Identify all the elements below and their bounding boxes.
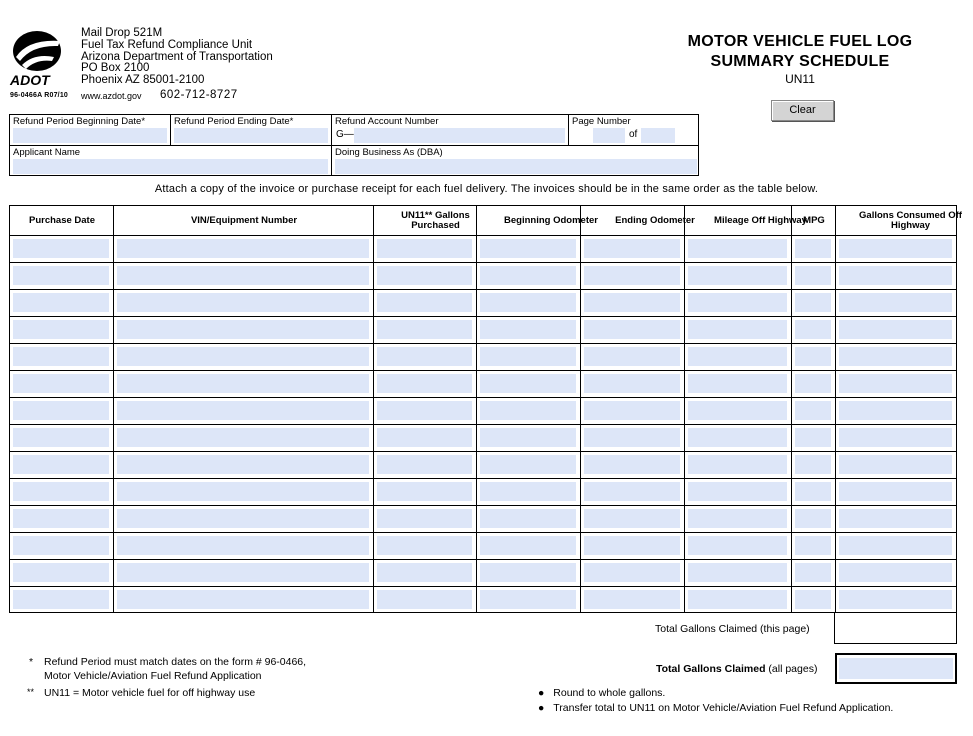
table-cell-input[interactable] (688, 239, 787, 258)
table-cell-input[interactable] (117, 536, 369, 555)
table-cell-input[interactable] (839, 455, 952, 474)
table-cell-input[interactable] (117, 293, 369, 312)
account-prefix: G— (336, 129, 354, 140)
table-cell-input[interactable] (795, 266, 831, 285)
table-cell-input[interactable] (377, 563, 472, 582)
total-all-pages-box[interactable] (835, 653, 957, 684)
table-cell-input[interactable] (584, 509, 680, 528)
column-header: Ending Odometer (615, 214, 695, 226)
table-cell-input[interactable] (377, 428, 472, 447)
table-cell-input[interactable] (480, 374, 576, 393)
table-cell-input[interactable] (13, 374, 109, 393)
table-cell-input[interactable] (377, 590, 472, 609)
table-cell-input[interactable] (377, 536, 472, 555)
agency-address (81, 28, 273, 87)
column-header: VIN/Equipment Number (190, 214, 298, 226)
table-cell-input[interactable] (13, 347, 109, 366)
account-number-field[interactable] (332, 115, 568, 145)
table-cell-input[interactable] (13, 455, 109, 474)
table-cell-input[interactable] (688, 482, 787, 501)
table-cell-input[interactable] (117, 428, 369, 447)
page-number-input[interactable] (593, 128, 625, 143)
column-header: Beginning Odometer (504, 214, 598, 226)
fuel-log-table (9, 205, 962, 613)
period-end-field[interactable] (171, 115, 331, 145)
logo-text: ADOT (10, 72, 50, 88)
total-all-pages-suffix: (all pages) (765, 663, 818, 675)
table-cell-input[interactable] (117, 347, 369, 366)
table-cell-input[interactable] (117, 401, 369, 420)
column-header: Gallons Consumed Off Highway (859, 209, 962, 231)
table-cell-input[interactable] (117, 374, 369, 393)
table-cell-input[interactable] (480, 293, 576, 312)
table-row (10, 452, 956, 479)
table-cell-input[interactable] (688, 401, 787, 420)
table-cell-input[interactable] (584, 320, 680, 339)
table-cell-input[interactable] (117, 455, 369, 474)
table-row (10, 290, 956, 317)
table-cell-input[interactable] (13, 428, 109, 447)
table-cell-input[interactable] (480, 509, 576, 528)
total-all-pages-label (656, 663, 817, 675)
table-cell-input[interactable] (795, 401, 831, 420)
table-cell-input[interactable] (839, 563, 952, 582)
table-cell-input[interactable] (480, 482, 576, 501)
table-row (10, 371, 956, 398)
table-cell-input[interactable] (795, 563, 831, 582)
table-cell-input[interactable] (795, 347, 831, 366)
table-cell-input[interactable] (839, 293, 952, 312)
table-cell-input[interactable] (688, 455, 787, 474)
table-cell-input[interactable] (795, 239, 831, 258)
table-row (10, 263, 956, 290)
total-all-pages-bold: Total Gallons Claimed (656, 663, 766, 675)
address-line: Fuel Tax Refund Compliance Unit (81, 38, 253, 51)
table-cell-input[interactable] (795, 590, 831, 609)
table-cell-input[interactable] (480, 320, 576, 339)
table-cell-input[interactable] (13, 563, 109, 582)
table-cell-input[interactable] (480, 590, 576, 609)
account-number-label: Refund Account Number (335, 116, 439, 127)
table-cell-input[interactable] (688, 590, 787, 609)
table-cell-input[interactable] (839, 266, 952, 285)
table-cell-input[interactable] (795, 509, 831, 528)
footnote-1-line2: Motor Vehicle/Aviation Fuel Refund Application (44, 670, 262, 682)
column-header: UN11** Gallons Purchased (401, 209, 470, 231)
table-cell-input[interactable] (377, 239, 472, 258)
applicant-name-label: Applicant Name (13, 147, 81, 158)
page-number-field[interactable] (569, 115, 699, 145)
column-header: Mileage Off Highway (714, 214, 807, 226)
table-cell-input[interactable] (795, 536, 831, 555)
table-cell-input[interactable] (13, 401, 109, 420)
adot-logo (8, 27, 66, 89)
total-this-page-label: Total Gallons Claimed (this page) (655, 623, 810, 635)
period-begin-field[interactable] (10, 115, 170, 145)
table-row (10, 236, 956, 263)
table-cell-input[interactable] (377, 293, 472, 312)
period-begin-label: Refund Period Beginning Date* (13, 116, 146, 127)
bullet-item (538, 687, 665, 699)
applicant-name-field[interactable] (10, 146, 331, 176)
form-title-line2: SUMMARY SCHEDULE (710, 53, 890, 70)
table-cell-input[interactable] (688, 293, 787, 312)
footnote-marker: ** (27, 687, 35, 697)
adot-logo-icon (8, 27, 66, 89)
table-cell-input[interactable] (13, 320, 109, 339)
table-cell-input[interactable] (117, 266, 369, 285)
table-cell-input[interactable] (117, 239, 369, 258)
table-cell-input[interactable] (839, 320, 952, 339)
table-row (10, 398, 956, 425)
table-row (10, 317, 956, 344)
total-this-page-box[interactable] (834, 613, 957, 644)
form-title-line1: MOTOR VEHICLE FUEL LOG (687, 33, 913, 50)
table-cell-input[interactable] (377, 509, 472, 528)
table-cell-input[interactable] (13, 266, 109, 285)
table-cell-input[interactable] (117, 482, 369, 501)
table-cell-input[interactable] (480, 347, 576, 366)
table-cell-input[interactable] (377, 266, 472, 285)
table-cell-input[interactable] (795, 374, 831, 393)
table-cell-input[interactable] (13, 293, 109, 312)
footnote-1-line1: Refund Period must match dates on the form # 96-0466, (44, 656, 307, 668)
page-number-label: Page Number (572, 116, 631, 127)
bullet-item (538, 702, 893, 714)
total-all-pages-input[interactable] (839, 658, 953, 679)
clear-button[interactable]: Clear (771, 100, 834, 121)
period-end-input[interactable] (174, 128, 328, 143)
table-cell-input[interactable] (839, 401, 952, 420)
table-cell-input[interactable] (13, 590, 109, 609)
table-cell-input[interactable] (480, 455, 576, 474)
bullet-text: Transfer total to UN11 on Motor Vehicle/Aviation Fuel Refund Application. (553, 702, 894, 714)
table-row (10, 560, 956, 587)
table-cell-input[interactable] (584, 374, 680, 393)
form-number: 96-0466A R07/10 (10, 92, 69, 99)
table-row (10, 533, 956, 560)
table-cell-input[interactable] (377, 482, 472, 501)
dba-label: Doing Business As (DBA) (335, 147, 443, 158)
form-title (680, 32, 920, 72)
table-cell-input[interactable] (480, 536, 576, 555)
table-cell-input[interactable] (377, 320, 472, 339)
table-cell-input[interactable] (480, 563, 576, 582)
website-link[interactable]: www.azdot.gov (81, 91, 142, 101)
table-cell-input[interactable] (839, 239, 952, 258)
table-cell-input[interactable] (839, 536, 952, 555)
table-cell-input[interactable] (584, 239, 680, 258)
table-row (10, 587, 956, 614)
table-cell-input[interactable] (688, 374, 787, 393)
account-number-input[interactable] (354, 128, 565, 143)
form-code: UN11 (785, 72, 815, 86)
table-cell-input[interactable] (688, 347, 787, 366)
table-cell-input[interactable] (839, 590, 952, 609)
table-row (10, 479, 956, 506)
table-cell-input[interactable] (584, 563, 680, 582)
instruction-text: Attach a copy of the invoice or purchase receipt for each fuel delivery. The invoices should be in the same order as the table below. (154, 183, 819, 195)
table-cell-input[interactable] (480, 401, 576, 420)
table-cell-input[interactable] (117, 563, 369, 582)
table-cell-input[interactable] (795, 293, 831, 312)
table-cell-input[interactable] (795, 455, 831, 474)
table-cell-input[interactable] (377, 347, 472, 366)
column-header: MPG (803, 214, 825, 226)
table-cell-input[interactable] (688, 536, 787, 555)
bullet-icon: ● (538, 687, 545, 699)
dba-input[interactable] (335, 159, 697, 174)
table-cell-input[interactable] (839, 428, 952, 447)
address-line: PO Box 2100 (81, 62, 150, 75)
table-cell-input[interactable] (117, 320, 369, 339)
table-cell-input[interactable] (795, 320, 831, 339)
column-header: Purchase Date (28, 214, 95, 226)
table-cell-input[interactable] (480, 239, 576, 258)
table-cell-input[interactable] (117, 509, 369, 528)
page-total-input[interactable] (641, 128, 675, 143)
address-line: Mail Drop 521M (81, 27, 163, 39)
table-row (10, 344, 956, 371)
table-cell-input[interactable] (584, 536, 680, 555)
dba-field[interactable] (332, 146, 699, 176)
table-cell-input[interactable] (688, 266, 787, 285)
table-row (10, 506, 956, 533)
table-cell-input[interactable] (839, 509, 952, 528)
table-cell-input[interactable] (480, 266, 576, 285)
table-cell-input[interactable] (377, 455, 472, 474)
table-cell-input[interactable] (839, 482, 952, 501)
applicant-name-input[interactable] (13, 159, 328, 174)
table-cell-input[interactable] (377, 374, 472, 393)
table-cell-input[interactable] (688, 563, 787, 582)
table-cell-input[interactable] (584, 347, 680, 366)
table-cell-input[interactable] (688, 509, 787, 528)
table-cell-input[interactable] (584, 293, 680, 312)
table-cell-input[interactable] (795, 482, 831, 501)
page-of-label: of (629, 129, 638, 140)
table-cell-input[interactable] (839, 347, 952, 366)
footnote-marker: * (29, 656, 34, 668)
table-cell-input[interactable] (377, 401, 472, 420)
table-cell-input[interactable] (584, 401, 680, 420)
bullet-text: Round to whole gallons. (553, 687, 666, 699)
address-line: Phoenix AZ 85001-2100 (81, 74, 205, 87)
period-end-label: Refund Period Ending Date* (174, 116, 294, 127)
table-cell-input[interactable] (13, 509, 109, 528)
address-line: Arizona Department of Transportation (81, 50, 273, 63)
table-cell-input[interactable] (839, 374, 952, 393)
table-cell-input[interactable] (480, 428, 576, 447)
table-cell-input[interactable] (13, 482, 109, 501)
table-cell-input[interactable] (688, 320, 787, 339)
table-cell-input[interactable] (584, 455, 680, 474)
table-cell-input[interactable] (795, 428, 831, 447)
footnote-2: UN11 = Motor vehicle fuel for off highway use (44, 687, 256, 699)
table-cell-input[interactable] (117, 590, 369, 609)
table-cell-input[interactable] (584, 590, 680, 609)
table-cell-input[interactable] (13, 536, 109, 555)
phone-number: 602-712-8727 (160, 89, 238, 101)
period-begin-input[interactable] (13, 128, 167, 143)
table-cell-input[interactable] (584, 266, 680, 285)
table-cell-input[interactable] (688, 428, 787, 447)
table-row (10, 425, 956, 452)
table-cell-input[interactable] (13, 239, 109, 258)
bullet-icon: ● (538, 702, 545, 714)
table-cell-input[interactable] (584, 482, 680, 501)
table-cell-input[interactable] (584, 428, 680, 447)
